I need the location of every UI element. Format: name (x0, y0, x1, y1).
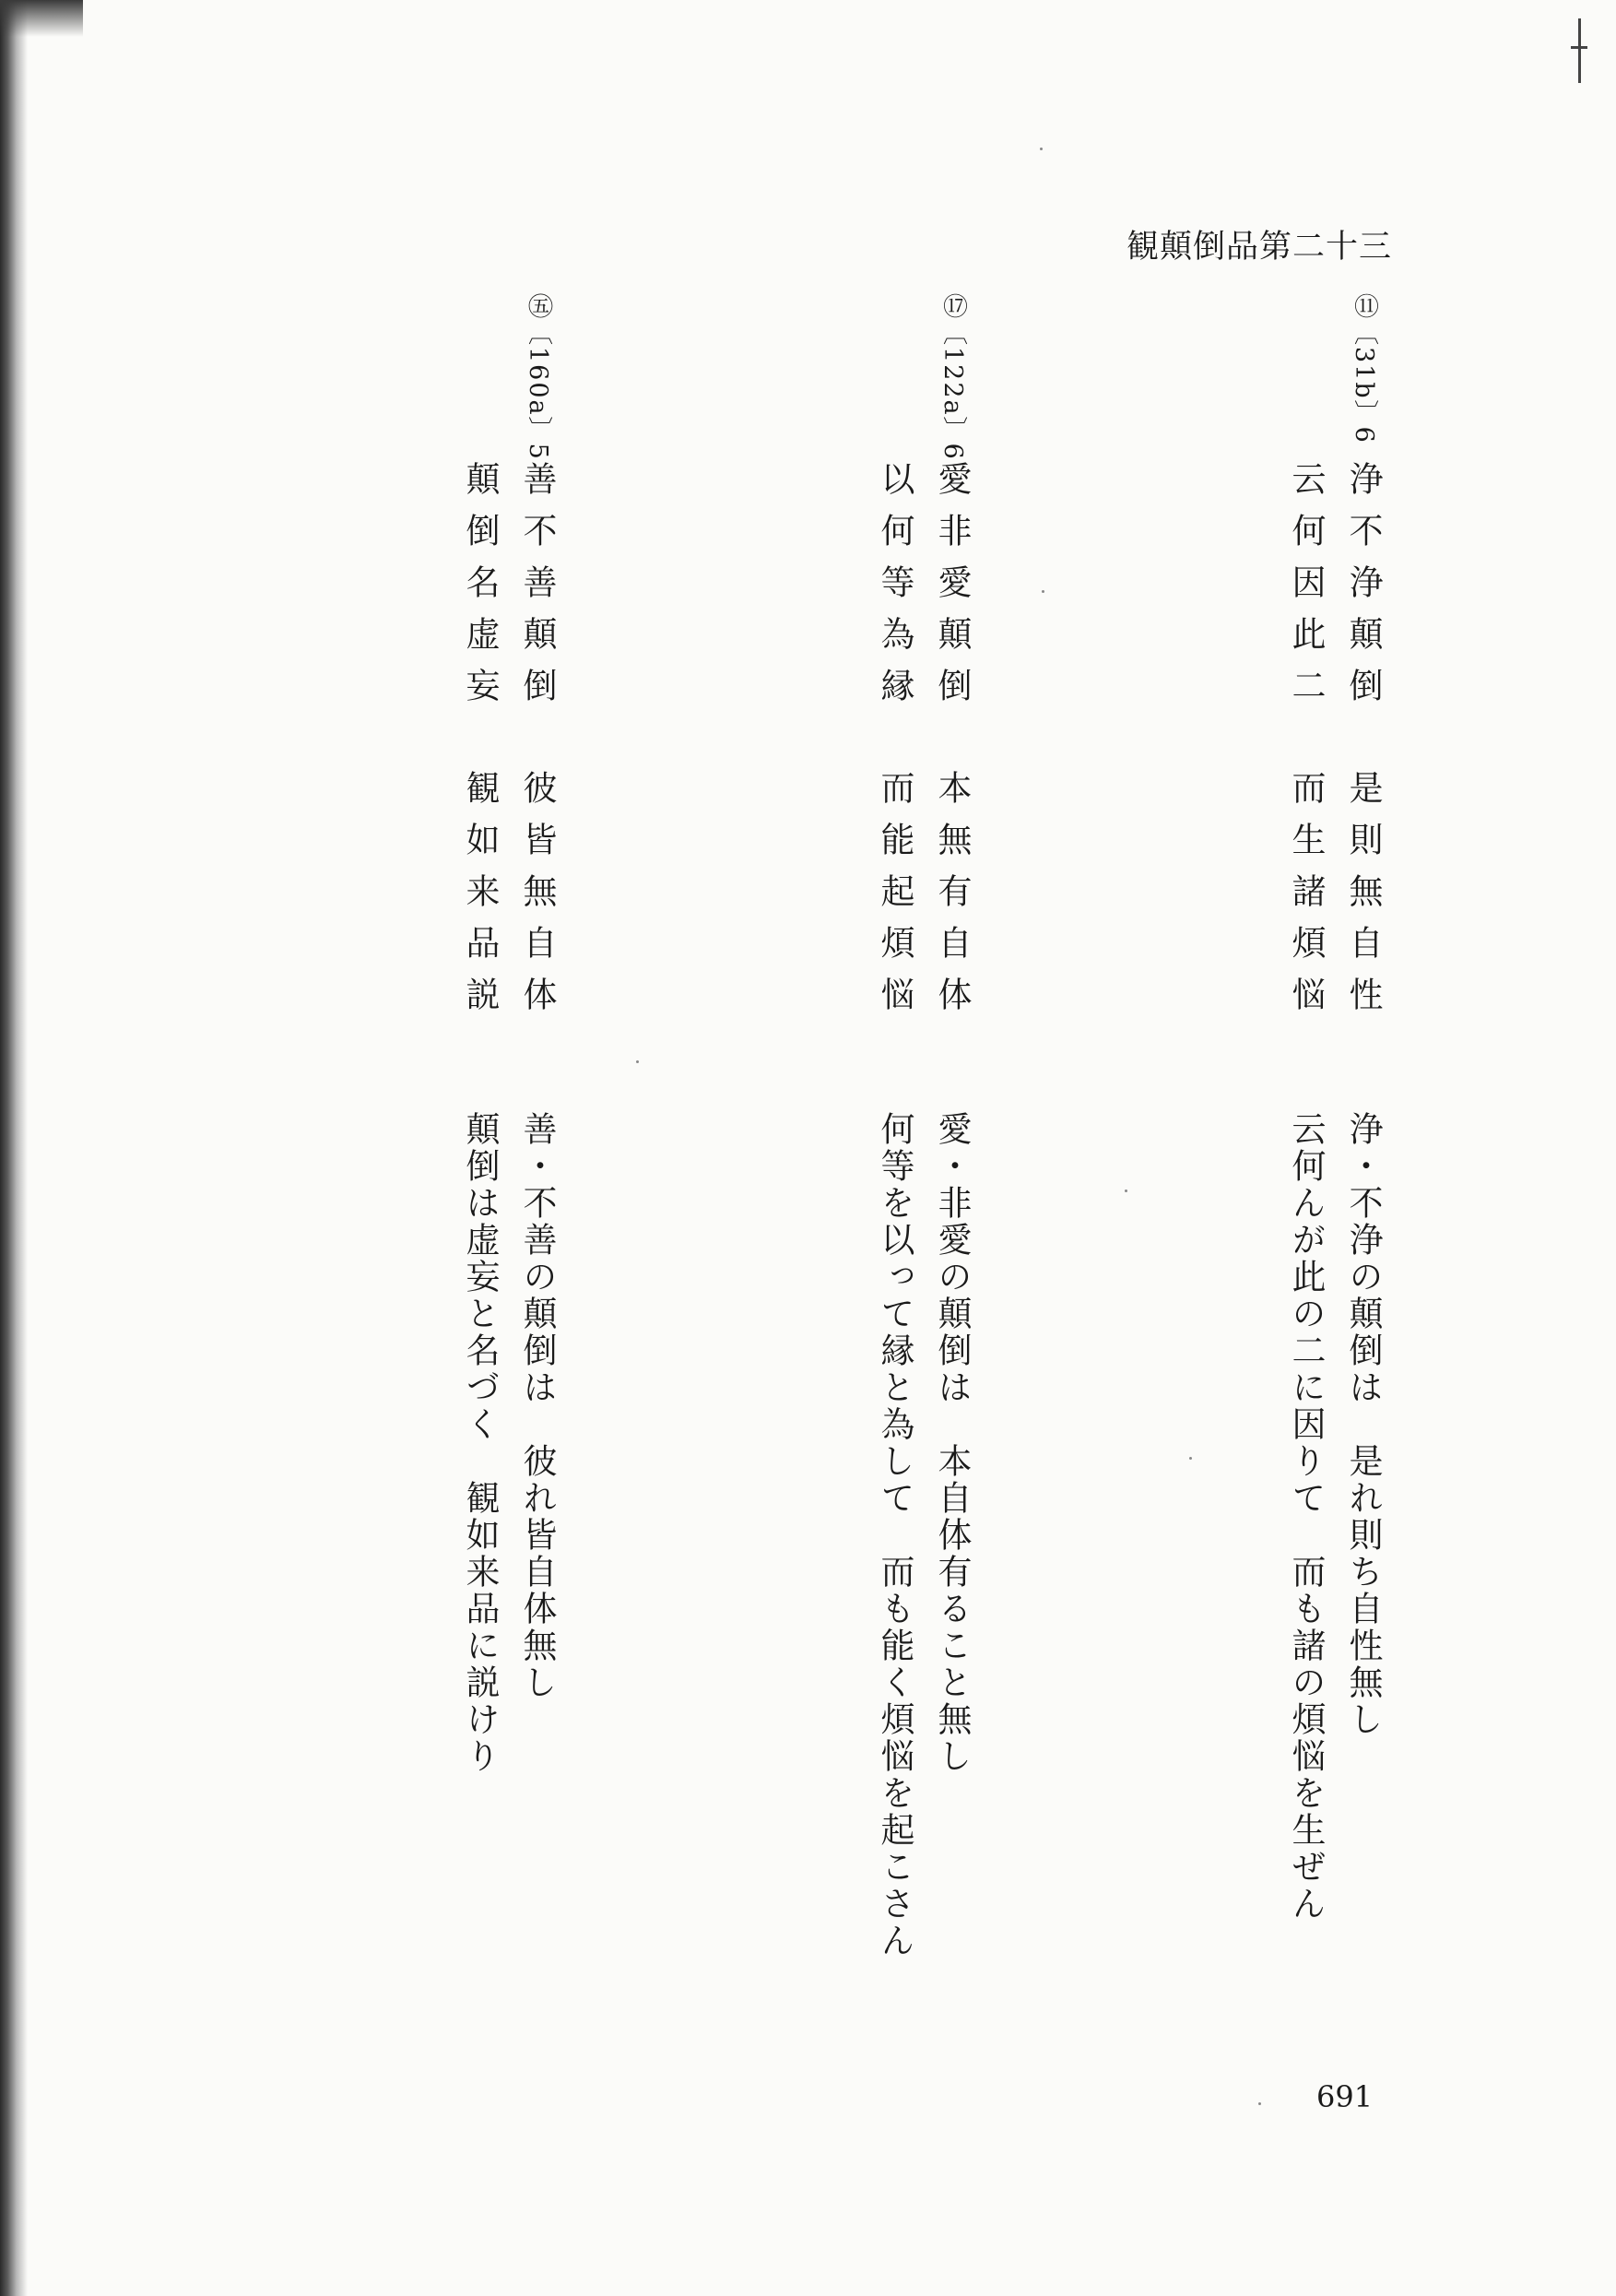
margin-mark (1578, 18, 1581, 83)
section-3-ref: ㊄〔160a〕5 (524, 293, 552, 461)
scan-speck (1189, 1457, 1192, 1460)
section-1-translation-line-2: 云何んが此の二に因りて 而も諸の煩悩を生ぜん (1286, 1111, 1326, 1923)
section-2-verse-line-1b: 本無有自体 (932, 770, 972, 1028)
section-2-ref: ⑰〔122a〕6 (938, 293, 967, 461)
running-head: 観顛倒品第二十三 (1126, 229, 1392, 266)
section-3-verse-line-2b: 観如来品説 (460, 770, 500, 1028)
margin-mark-cross (1571, 46, 1587, 49)
scan-speck (1125, 1189, 1127, 1192)
scan-speck (636, 1060, 639, 1063)
scan-speck (1258, 2102, 1261, 2105)
section-1-verse-line-1b: 是則無自性 (1343, 770, 1383, 1028)
section-1-verse-line-2a: 云何因此二 (1286, 461, 1326, 719)
section-3-translation-line-1: 善・不善の顛倒は 彼れ皆自体無し (517, 1111, 557, 1701)
scan-speck (1042, 590, 1044, 593)
page-number: 691 (1316, 2079, 1374, 2114)
section-3-verse-line-1a: 善不善顛倒 (517, 461, 557, 719)
section-2-translation-line-2: 何等を以って縁と為して 而も能く煩悩を起こさん (875, 1111, 914, 1959)
section-2-verse-line-2a: 以何等為縁 (875, 461, 914, 719)
section-2-verse-line-1a: 愛非愛顛倒 (932, 461, 972, 719)
section-2-verse-line-2b: 而能起煩悩 (875, 770, 914, 1028)
section-2-translation-line-1: 愛・非愛の顛倒は 本自体有ること無し (932, 1111, 972, 1775)
section-1-translation-line-1: 浄・不浄の顛倒は 是れ則ち自性無し (1343, 1111, 1383, 1738)
scan-speck (1040, 148, 1043, 150)
section-1-ref: ⑪〔31b〕6 (1350, 293, 1378, 444)
scan-shadow (0, 0, 28, 2296)
scan-shadow-top (0, 0, 83, 37)
section-1-verse-line-2b: 而生諸煩悩 (1286, 770, 1326, 1028)
section-3-verse-line-1b: 彼皆無自体 (517, 770, 557, 1028)
section-3-translation-line-2: 顛倒は虚妄と名づく 観如来品に説けり (460, 1111, 500, 1775)
section-1-verse-line-1a: 浄不浄顛倒 (1343, 461, 1383, 719)
section-3-verse-line-2a: 顛倒名虚妄 (460, 461, 500, 719)
